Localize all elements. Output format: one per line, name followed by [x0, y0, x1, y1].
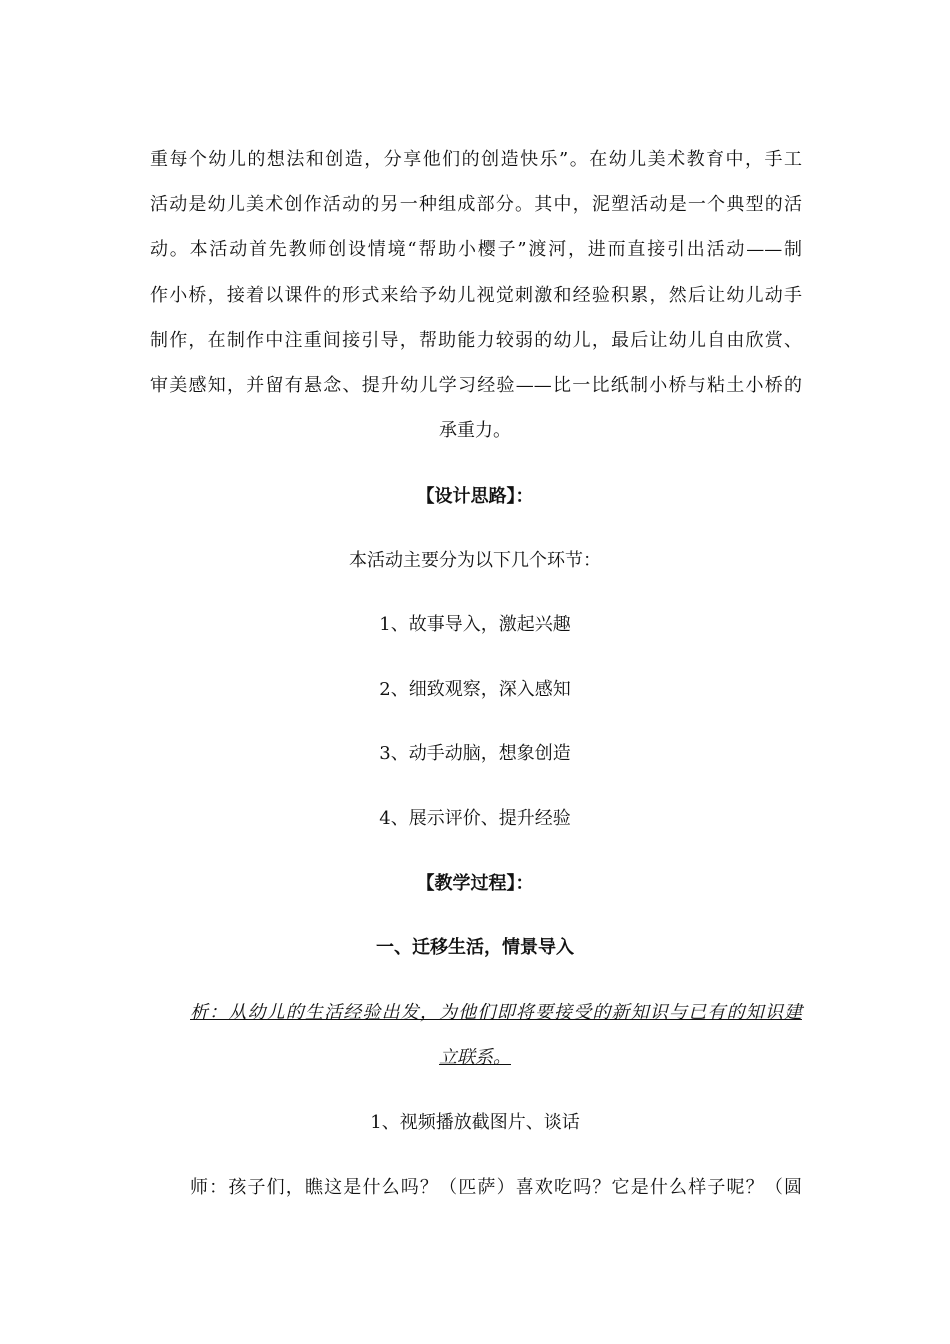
intro-line-6: 审美感知，并留有悬念、提升幼儿学习经验——比一比纸制小桥与粘土小桥的 — [150, 375, 802, 396]
intro-line-5: 制作，在制作中注重间接引导，帮助能力较弱的幼儿，最后让幼儿自由欣赏、 — [150, 330, 802, 351]
sub-heading-1: 1、视频播放截图片、谈话 — [370, 1112, 580, 1133]
analysis-line-1: 析：从幼儿的生活经验出发，为他们即将要接受的新知识与已有的知识建 — [190, 1002, 802, 1023]
intro-line-1: 重每个幼儿的想法和创造，分享他们的创造快乐”。在幼儿美术教育中，手工 — [150, 149, 802, 170]
process-heading: 【教学过程】： — [416, 873, 534, 894]
intro-line-2: 活动是幼儿美术创作活动的另一种组成部分。其中，泥塑活动是一个典型的活 — [150, 194, 802, 215]
design-step-3: 3、动手动脑，想象创造 — [379, 743, 571, 764]
design-step-4: 4、展示评价、提升经验 — [379, 808, 571, 829]
intro-line-7: 承重力。 — [439, 420, 511, 441]
design-heading: 【设计思路】： — [416, 486, 534, 507]
design-lead: 本活动主要分为以下几个环节： — [349, 550, 601, 571]
design-step-2: 2、细致观察，深入感知 — [379, 679, 571, 700]
intro-line-4: 作小桥，接着以课件的形式来给予幼儿视觉刺激和经验积累，然后让幼儿动手 — [150, 285, 802, 306]
part1-title: 一、迁移生活，情景导入 — [376, 937, 574, 958]
analysis-line-2: 立联系。 — [439, 1047, 511, 1068]
intro-line-3: 动。本活动首先教师创设情境“帮助小樱子”渡河，进而直接引出活动——制 — [150, 239, 802, 260]
dialogue-line: 师：孩子们，瞧这是什么吗？（匹萨）喜欢吃吗？它是什么样子呢？（圆 — [190, 1177, 802, 1198]
design-step-1: 1、故事导入，激起兴趣 — [379, 614, 571, 635]
